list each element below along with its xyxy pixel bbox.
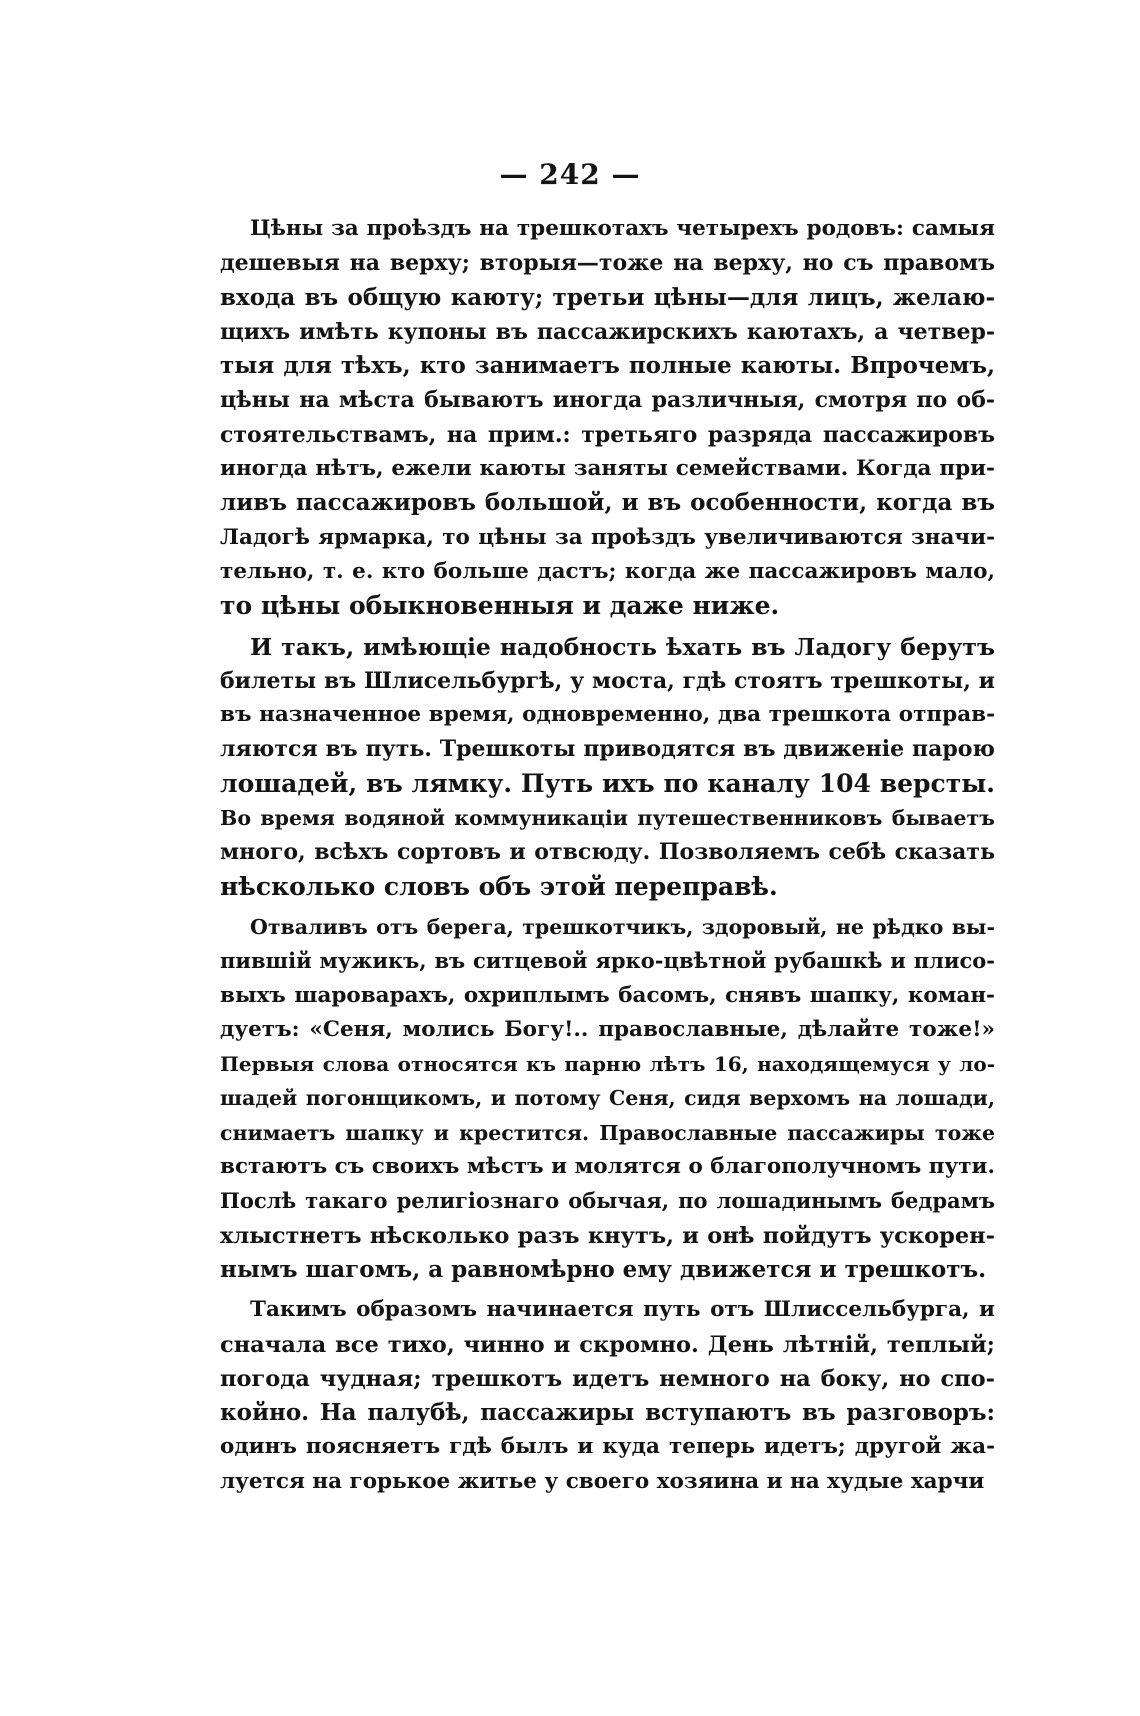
text-line: лошадей, въ лямку. Путь ихъ по каналу 104 версты. — [220, 768, 995, 798]
text-line: погода чудная; трешкотъ идетъ немного на боку, но спо- — [220, 1365, 995, 1392]
text-line: сначала все тихо, чинно и скромно. День лѣтній, теплый; — [220, 1331, 995, 1358]
text-line: ливъ пассажировъ большой, и въ особенности, когда въ — [220, 489, 995, 517]
text-line: тыя для тѣхъ, кто занимаетъ полные каюты. Впрочемъ, — [220, 352, 995, 380]
text-line: нѣсколько словъ объ этой переправѣ. — [220, 871, 778, 901]
text-line: иногда нѣтъ, ежели каюты заняты семействами. Когда при- — [220, 456, 995, 482]
text-line: цѣны на мѣста бываютъ иногда различныя, смотря по об- — [220, 387, 995, 414]
text-line: хлыстнетъ нѣсколько разъ кнутъ, и онѣ пойдутъ ускорен- — [220, 1222, 995, 1249]
paragraph — [220, 212, 995, 624]
text-line: встаютъ съ своихъ мѣстъ и молятся о благополучномъ пути. — [220, 1154, 995, 1180]
text-line: выхъ шароварахъ, охриплымъ басомъ, снявъ шапку, коман- — [220, 982, 995, 1008]
text-line: много, всѣхъ сортовъ и отвсюду. Позволяемъ себѣ сказать — [220, 839, 995, 866]
paragraph — [220, 910, 995, 1287]
text-line: входа въ общую каюту; третьи цѣны—для лицъ, желаю- — [220, 283, 995, 311]
text-line: Во время водяной коммуникаціи путешественниковъ бываетъ — [220, 806, 995, 831]
text-line: ляются въ путь. Трешкоты приводятся въ движеніе парою — [220, 736, 995, 763]
text-line: Отваливъ отъ берега, трешкотчикъ, здоровый, не рѣдко вы- — [250, 914, 995, 939]
text-line: Первыя слова относятся къ парню лѣтъ 16, находящемуся у ло- — [220, 1052, 995, 1077]
body-text — [220, 212, 995, 1499]
text-line: то цѣны обыкновенныя и даже ниже. — [220, 591, 780, 621]
text-line: снимаетъ шапку и крестится. Православные пассажиры тоже — [220, 1120, 995, 1145]
text-line: нымъ шагомъ, а равномѣрно ему движется и трешкотъ. — [220, 1255, 987, 1283]
paragraph — [220, 630, 995, 904]
text-line: тельно, т. е. кто больше дастъ; когда же пассажировъ мало, — [220, 558, 995, 584]
page-number: — 242 — — [499, 158, 641, 191]
text-line: луется на горькое житье у своего хозяина и на худые харчи — [220, 1468, 985, 1494]
text-line: стоятельствамъ, на прим.: третьяго разряда пассажировъ — [220, 421, 995, 448]
text-line: дуетъ: «Сеня, молись Богу!.. православные, дѣлайте тоже!» — [220, 1016, 995, 1042]
text-line: шадей погонщикомъ, и потому Сеня, сидя верхомъ на лошади, — [220, 1086, 995, 1111]
text-line: Ладогѣ ярмарка, то цѣны за проѣздъ увеличиваются значи- — [220, 524, 995, 550]
text-line: пившій мужикъ, въ ситцевой ярко-цвѣтной рубашкѣ и плисо- — [220, 948, 995, 974]
text-line: дешевыя на верху; вторыя—тоже на верху, но съ правомъ — [220, 250, 995, 277]
text-line: Цѣны за проѣздъ на трешкотахъ четырехъ родовъ: самыя — [250, 216, 995, 241]
text-line: въ назначенное время, одновременно, два трешкота отправ- — [220, 702, 995, 728]
text-line: Послѣ такаго религіознаго обычая, по лошадинымъ бедрамъ — [220, 1188, 995, 1214]
text-line: Такимъ образомъ начинается путь отъ Шлиссельбурга, и — [250, 1297, 995, 1323]
text-line: И такъ, имѣющіе надобность ѣхать въ Ладогу берутъ — [250, 632, 995, 661]
text-line: койно. На палубѣ, пассажиры вступаютъ въ разговоръ: — [220, 1399, 995, 1427]
paragraph — [220, 1293, 995, 1499]
text-line: щихъ имѣть купоны въ пассажирскихъ каютахъ, а четвер- — [220, 318, 995, 345]
text-line: одинъ поясняетъ гдѣ былъ и куда теперь идетъ; другой жа- — [220, 1434, 995, 1460]
text-line: билеты въ Шлисельбургѣ, у моста, гдѣ стоятъ трешкоты, и — [220, 667, 995, 694]
